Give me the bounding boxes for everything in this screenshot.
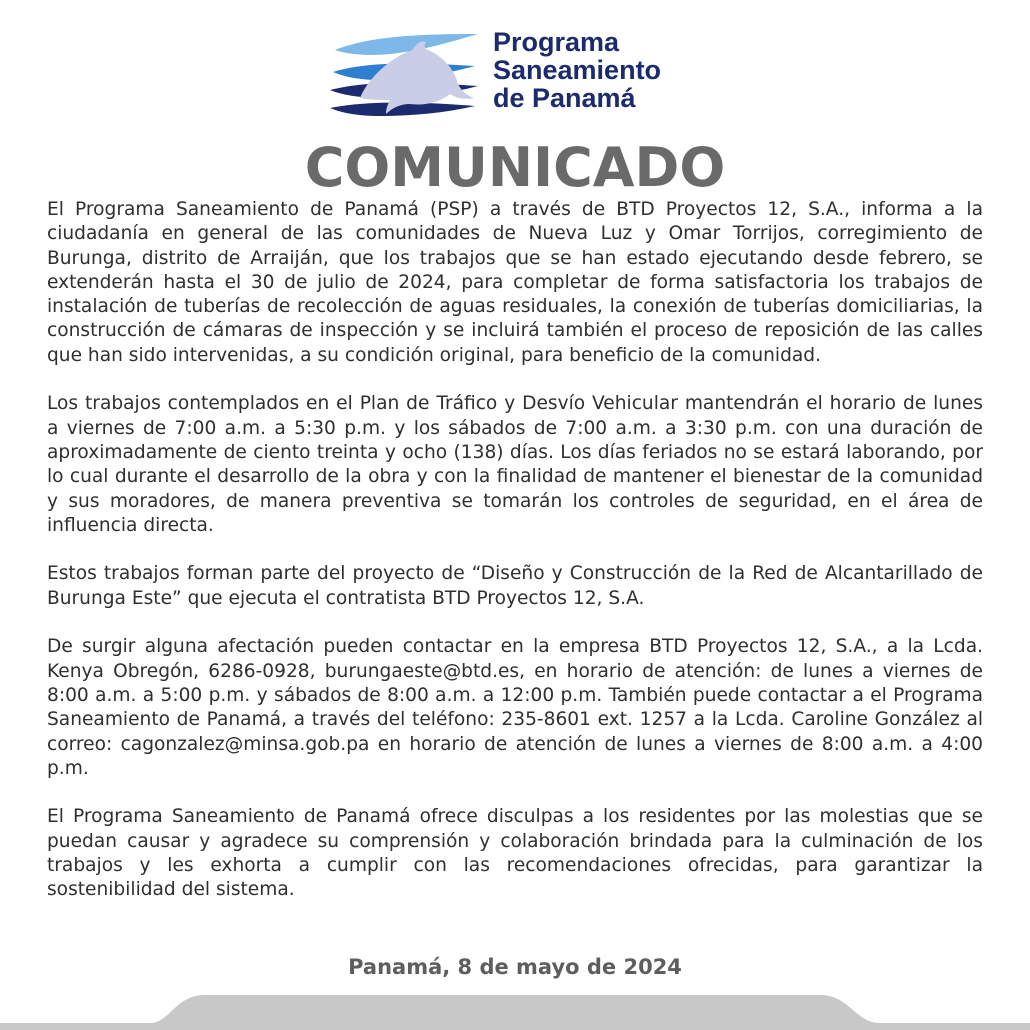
paragraph-5: El Programa Saneamiento de Panamá ofrece disculpas a los residentes por las molestias que se puedan causar y agradece su comprensión y colaboración brindada para la culminación de los trabajos y les exhorta a cumplir con las recomendaciones ofrecidas, para garantizar la sostenibilidad del sistema. <box>47 806 983 901</box>
footer-band <box>0 995 1030 1030</box>
logo-wordmark <box>493 28 661 112</box>
paragraph-4: De surgir alguna afectación pueden contactar en la empresa BTD Proyectos 12, S.A., a la Lcda. Kenya Obregón, 6286-0928, burungaeste@btd.es, en horario de atención: de lunes a viernes de 8:00 a.m. a 5:00 p.m. y sábados de 8:00 a.m. a 12:00 p.m. También puede contactar a el Programa Saneamiento de Panamá, a través del teléfono: 235-8601 ext. 1257 a la Lcda. Caroline González al correo: cagonzalez@minsa.gob.pa en horario de atención de lunes a viernes de 8:00 a.m. a 4:00 p.m. <box>47 636 983 779</box>
header-logo <box>330 24 710 120</box>
logo-line-3: de Panamá <box>493 83 636 113</box>
paragraph-2: Los trabajos contemplados en el Plan de Tráfico y Desvío Vehicular mantendrán el horario de lunes a viernes de 7:00 a.m. a 5:30 p.m. y los sábados de 7:00 a.m. a 3:30 p.m. con una duración de aproximadamente de ciento treinta y ocho (138) días. Los días feriados no se estará laborando, por lo cual durante el desarrollo de la obra y con la finalidad de mantener el bienestar de la comunidad y sus moradores, de manera preventiva se tomarán los controles de seguridad, en el área de influencia directa. <box>47 393 983 536</box>
communique-body <box>47 198 983 927</box>
dolphin-waves-logo-icon <box>330 28 480 118</box>
page-title: COMUNICADO <box>304 136 726 199</box>
date-line: Panamá, 8 de mayo de 2024 <box>348 955 682 979</box>
logo-line-2: Saneamiento <box>493 55 662 85</box>
paragraph-3: Estos trabajos forman parte del proyecto de “Diseño y Construcción de la Red de Alcantarillado de Burunga Este” que ejecuta el contratista BTD Proyectos 12, S.A. <box>47 563 983 609</box>
paragraph-1: El Programa Saneamiento de Panamá (PSP) a través de BTD Proyectos 12, S.A., informa a la ciudadanía en general de las comunidades de Nueva Luz y Omar Torrijos, corregimiento de Burunga, distrito de Arraiján, que los trabajos que se han estado ejecutando desde febrero, se extenderán hasta el 30 de julio de 2024, para completar de forma satisfactoria los trabajos de instalación de tuberías de recolección de aguas residuales, la conexión de tuberías domiciliarias, la construcción de cámaras de inspección y se incluirá también el proceso de reposición de las calles que han sido intervenidas, a su condición original, para beneficio de la comunidad. <box>47 199 983 366</box>
logo-line-1: Programa <box>493 27 620 57</box>
